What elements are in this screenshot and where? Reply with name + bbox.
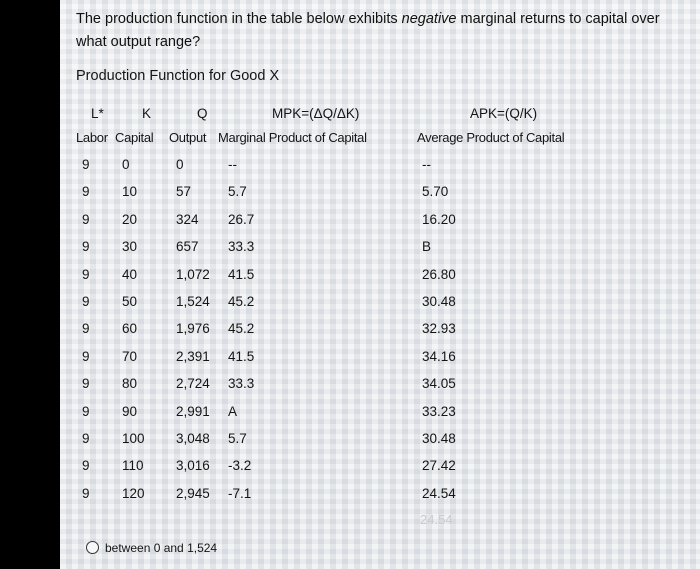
- table-cell: --: [228, 157, 237, 172]
- table-cell: 30.48: [422, 431, 456, 446]
- abbr-mpk: MPK=(ΔQ/ΔK): [272, 106, 360, 121]
- table-cell: 70: [122, 348, 138, 364]
- table-cell: 9: [82, 157, 90, 172]
- document-page: [60, 0, 700, 569]
- table-cell: 9: [82, 239, 90, 255]
- table-title: Production Function for Good X: [76, 68, 280, 84]
- table-cell: 41.5: [228, 348, 255, 364]
- table-cell: -3.2: [228, 458, 252, 474]
- header-labor: Labor: [76, 130, 108, 145]
- table-cell: 324: [176, 211, 199, 227]
- table-cell: 5.7: [228, 431, 247, 446]
- table-cell: B: [422, 239, 432, 255]
- table-cell: 26.7: [228, 211, 255, 227]
- table-cell: 24.54: [422, 485, 456, 501]
- table-cell: 1,524: [176, 294, 210, 309]
- table-cell: --: [422, 157, 431, 172]
- abbr-capital: K: [142, 106, 152, 121]
- table-cell: 10: [122, 184, 138, 200]
- table-cell: 9: [82, 403, 90, 419]
- table-cell: 1,072: [176, 266, 210, 282]
- table-cell: 9: [82, 211, 90, 227]
- header-apk: Average Product of Capital: [417, 130, 565, 145]
- table-cell: 32.93: [422, 321, 456, 337]
- table-cell: 657: [176, 239, 199, 255]
- table-cell: 16.20: [422, 211, 456, 227]
- table-cell: 80: [122, 376, 138, 392]
- table-cell: 9: [82, 485, 90, 501]
- table-cell: 41.5: [228, 266, 255, 282]
- table-cell: 2,991: [176, 403, 210, 419]
- radio-button-icon[interactable]: [86, 541, 99, 554]
- table-cell: 110: [122, 458, 144, 474]
- table-cell: 2,945: [176, 485, 210, 501]
- table-cell: 3,016: [176, 458, 210, 474]
- table-cell: 30.48: [422, 294, 456, 309]
- table-cell: 33.3: [228, 239, 255, 255]
- table-cell: 34.16: [422, 348, 456, 364]
- table-cell: 2,391: [176, 348, 210, 364]
- table-cell: 45.2: [228, 294, 255, 309]
- answer-option[interactable]: [86, 541, 217, 555]
- table-cell: 33.23: [422, 403, 456, 419]
- table-cell: 2,724: [176, 376, 210, 392]
- table-cell: 45.2: [228, 321, 255, 337]
- header-output: Output: [169, 130, 207, 145]
- table-cell: A: [228, 403, 238, 419]
- table-cell: 9: [82, 376, 90, 392]
- table-cell: 50: [122, 294, 138, 309]
- table-cell: 0: [122, 157, 130, 172]
- table-cell: 27.42: [422, 458, 456, 474]
- table-cell: -7.1: [228, 485, 252, 501]
- table-cell: 9: [82, 348, 90, 364]
- table-cell: 33.3: [228, 376, 255, 392]
- table-cell: 9: [82, 458, 90, 474]
- table-cell: 40: [122, 266, 138, 282]
- table-cell: 20: [122, 211, 138, 227]
- table-cell: 9: [82, 431, 90, 446]
- abbr-output: Q: [197, 106, 208, 121]
- table-cell: 120: [122, 485, 145, 501]
- abbr-labor: L*: [91, 106, 104, 121]
- header-mpk: Marginal Product of Capital: [218, 130, 367, 145]
- table-cell: 5.7: [228, 184, 247, 200]
- table-cell: 9: [82, 294, 90, 309]
- table-cell: 0: [176, 157, 184, 172]
- table-cell: 60: [122, 321, 138, 337]
- table-cell: 34.05: [422, 376, 456, 392]
- header-capital: Capital: [115, 130, 154, 145]
- table-cell: 1,976: [176, 321, 210, 337]
- table-cell: 57: [176, 184, 192, 200]
- table-cell: 9: [82, 321, 90, 337]
- table-cell: 3,048: [176, 431, 210, 446]
- table-cell: 9: [82, 266, 90, 282]
- table-cell: 30: [122, 239, 138, 255]
- table-cell: 9: [82, 184, 90, 200]
- question-text: The production function in the table below exhibits negative marginal returns to capital over what output range?: [76, 11, 660, 50]
- table-cell: 5.70: [422, 184, 449, 200]
- answer-option-label: between 0 and 1,524: [105, 541, 218, 555]
- table-cell: 26.80: [422, 266, 456, 282]
- emphasis-negative: negative: [401, 11, 457, 27]
- faint-bleed-through: 24.54: [420, 512, 453, 527]
- table-cell: 90: [122, 403, 138, 419]
- abbr-apk: APK=(Q/K): [470, 106, 538, 121]
- table-cell: 100: [122, 431, 145, 446]
